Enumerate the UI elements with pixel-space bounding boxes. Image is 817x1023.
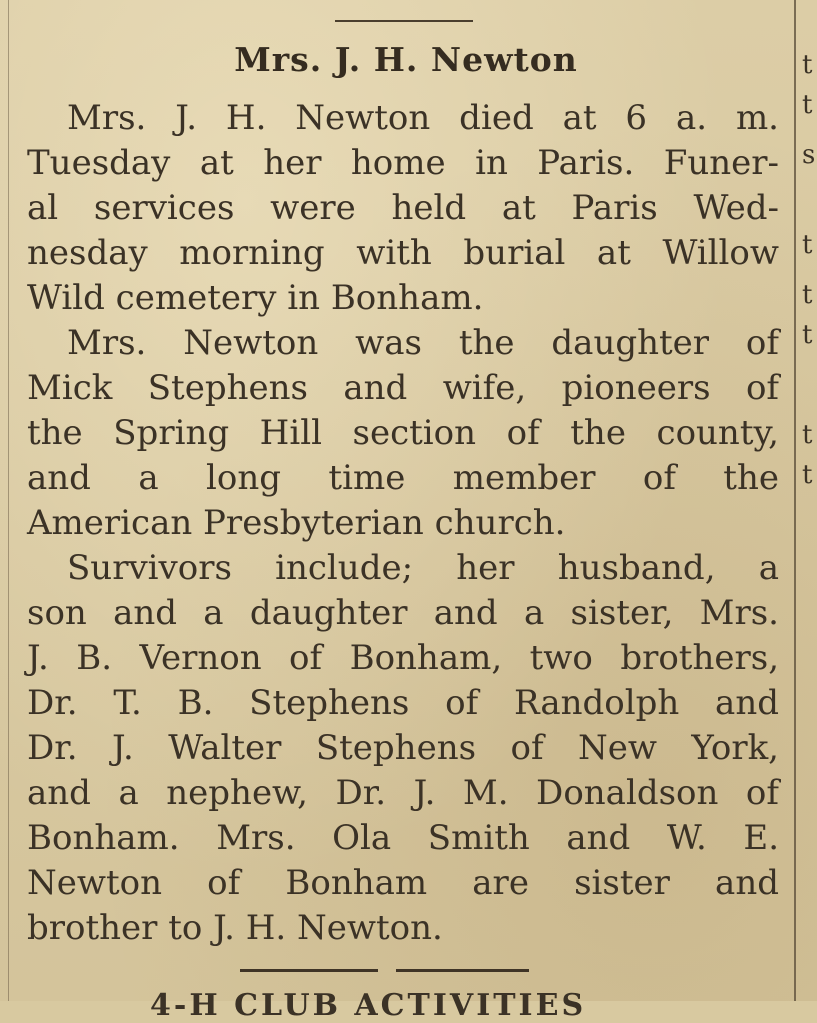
article-line: Newton of Bonham are sister and: [27, 863, 779, 903]
next-article-headline-cut: 4-H CLUB ACTIVITIES: [150, 988, 587, 1023]
article-line: nesday morning with burial at Willow: [27, 233, 779, 273]
article-line: al services were held at Paris Wed-: [27, 188, 779, 228]
article-line: Bonham. Mrs. Ola Smith and W. E.: [27, 818, 779, 858]
article-line: Mrs. Newton was the daughter of: [67, 323, 779, 363]
bottom-divider-rule-right: [396, 969, 529, 972]
article-line: and a long time member of the: [27, 458, 779, 498]
adjacent-column-fragment: t: [802, 420, 813, 450]
left-column-rule: [8, 0, 9, 1001]
top-divider-rule: [335, 20, 473, 22]
article-line: brother to J. H. Newton.: [27, 908, 443, 948]
article-line: Dr. J. Walter Stephens of New York,: [27, 728, 779, 768]
adjacent-column-fragment: t: [802, 460, 813, 490]
article-body: [27, 96, 779, 951]
article-line: Mick Stephens and wife, pioneers of: [27, 368, 779, 408]
bottom-divider-rule-left: [240, 969, 378, 972]
adjacent-column-fragment: t: [802, 280, 813, 310]
adjacent-column-fragment: s: [802, 140, 816, 170]
article-line: Tuesday at her home in Paris. Funer-: [27, 143, 779, 183]
article-line: Wild cemetery in Bonham.: [27, 278, 484, 318]
article-line: Mrs. J. H. Newton died at 6 a. m.: [67, 98, 779, 138]
adjacent-column-fragment: t: [802, 320, 813, 350]
adjacent-column-edge: [800, 0, 817, 1001]
article-line: and a nephew, Dr. J. M. Donaldson of: [27, 773, 779, 813]
adjacent-column-fragment: t: [802, 230, 813, 260]
article-headline: Mrs. J. H. Newton: [234, 40, 578, 79]
right-column-rule: [794, 0, 796, 1001]
article-line: Dr. T. B. Stephens of Randolph and: [27, 683, 779, 723]
article-line: son and a daughter and a sister, Mrs.: [27, 593, 779, 633]
article-line: the Spring Hill section of the county,: [27, 413, 779, 453]
article-line: American Presbyterian church.: [27, 503, 566, 543]
adjacent-column-fragment: t: [802, 90, 813, 120]
adjacent-column-fragment: t: [802, 50, 813, 80]
article-line: Survivors include; her husband, a: [67, 548, 779, 588]
article-line: J. B. Vernon of Bonham, two brothers,: [27, 638, 779, 678]
